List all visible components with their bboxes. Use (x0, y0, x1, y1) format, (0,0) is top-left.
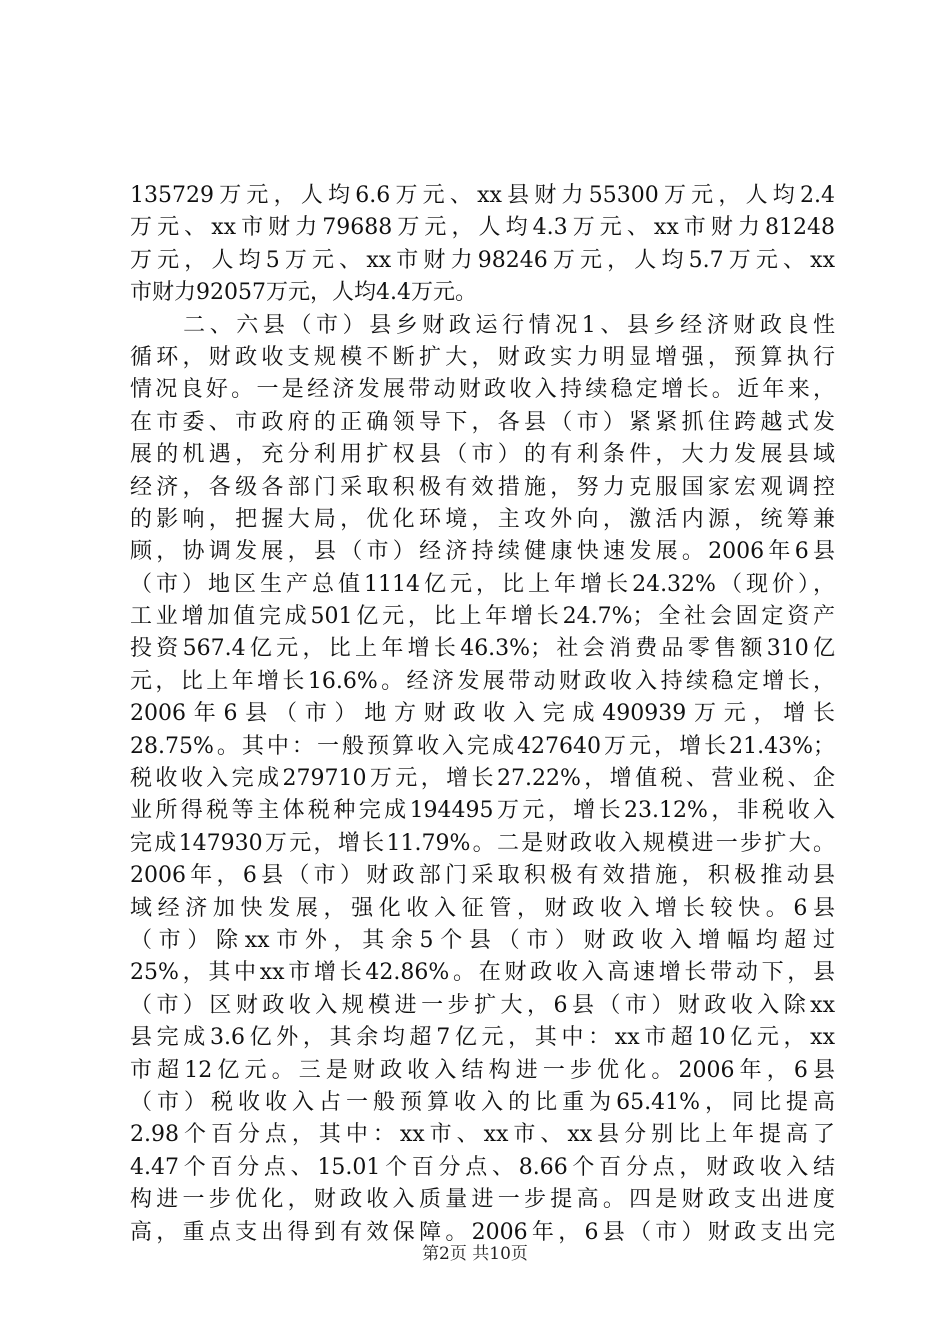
text-line: 4.47个百分点、15.01个百分点、8.66个百分点，财政收入结 (130, 1154, 835, 1180)
text-line: 县完成3.6亿外，其余均超7亿元，其中：xx市超10亿元，xx (130, 1025, 835, 1051)
text-line: 顾，协调发展，县（市）经济持续健康快速发展。2006年6县 (130, 539, 835, 565)
text-line: 万元，人均5万元、xx市财力98246万元，人均5.7万元、xx (130, 247, 835, 273)
text-line: 展的机遇，充分利用扩权县（市）的有利条件，大力发展县域 (130, 442, 835, 468)
text-line: 循环，财政收支规模不断扩大，财政实力明显增强，预算执行 (130, 344, 835, 370)
text-line: 税收收入完成279710万元，增长27.22%，增值税、营业税、企 (130, 766, 835, 792)
text-line: 28.75%。其中：一般预算收入完成427640万元，增长21.43%； (130, 733, 835, 759)
text-line: 业所得税等主体税种完成194495万元，增长23.12%，非税收入 (130, 798, 835, 824)
text-line: 的影响，把握大局，优化环境，主攻外向，激活内源，统筹兼 (130, 506, 835, 532)
text-line: 二、六县（市）县乡财政运行情况1、县乡经济财政良性 (130, 312, 835, 338)
text-line: 经济，各级各部门采取积极有效措施，努力克服国家宏观调控 (130, 474, 835, 500)
text-line: 域经济加快发展，强化收入征管，财政收入增长较快。6县 (130, 895, 835, 921)
text-line: 投资567.4亿元，比上年增长46.3%；社会消费品零售额310亿 (130, 636, 835, 662)
text-line: （市）区财政收入规模进一步扩大，6县（市）财政收入除xx (130, 992, 835, 1018)
text-line: 在市委、市政府的正确领导下，各县（市）紧紧抓住跨越式发 (130, 409, 835, 435)
text-line: （市）地区生产总值1114亿元，比上年增长24.32%（现价）， (130, 571, 835, 597)
text-line: 情况良好。一是经济发展带动财政收入持续稳定增长。近年来， (130, 377, 835, 403)
text-line: （市）除xx市外，其余5个县（市）财政收入增幅均超过 (130, 927, 835, 953)
text-line: 构进一步优化，财政收入质量进一步提高。四是财政支出进度 (130, 1187, 835, 1213)
text-line: 元，比上年增长16.6%。经济发展带动财政收入持续稳定增长， (130, 668, 835, 694)
text-line: （市）税收收入占一般预算收入的比重为65.41%，同比提高 (130, 1089, 835, 1115)
text-line: 市财力92057万元，人均4.4万元。 (130, 280, 477, 306)
page-indicator: 第2页 共10页 (422, 1244, 528, 1264)
body-text (130, 180, 835, 1249)
text-line: 工业增加值完成501亿元，比上年增长24.7%；全社会固定资产 (130, 604, 835, 630)
text-line: 完成147930万元，增长11.79%。二是财政收入规模进一步扩大。 (130, 830, 835, 856)
text-line: 市超12亿元。三是财政收入结构进一步优化。2006年，6县 (130, 1057, 835, 1083)
text-line: 万元、xx市财力79688万元，人均4.3万元、xx市财力81248 (130, 215, 835, 241)
text-line: 2006年6县（市）地方财政收入完成490939万元，增长 (130, 701, 835, 727)
text-line: 135729万元，人均6.6万元、xx县财力55300万元，人均2.4 (130, 183, 835, 208)
text-line: 高，重点支出得到有效保障。2006年，6县（市）财政支出完 (130, 1219, 835, 1245)
page-footer (0, 1242, 950, 1266)
text-line: 2006年，6县（市）财政部门采取积极有效措施，积极推动县 (130, 863, 835, 889)
text-line: 2.98个百分点，其中：xx市、xx市、xx县分别比上年提高了 (130, 1122, 835, 1148)
text-line: 25%，其中xx市增长42.86%。在财政收入高速增长带动下，县 (130, 960, 835, 986)
